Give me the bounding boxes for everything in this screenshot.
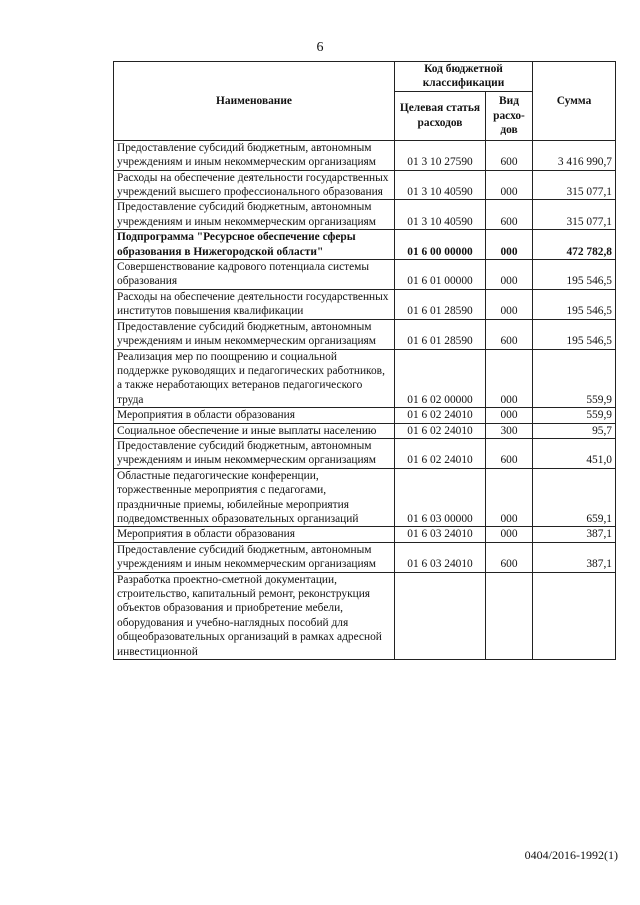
header-amount: Сумма	[533, 62, 616, 141]
cell-amount: 315 077,1	[533, 200, 616, 230]
cell-expense-type: 000	[486, 170, 533, 200]
cell-name: Предоставление субсидий бюджетным, автономным учреждениям и иным некоммерческим организациям	[114, 438, 395, 468]
cell-name: Расходы на обеспечение деятельности государственных институтов повышения квалификации	[114, 289, 395, 319]
table-row	[114, 468, 616, 527]
cell-name: Реализация мер по поощрению и социальной поддержке руководящих и педагогических работников, а также неработающих ветеранов педагогического труда	[114, 349, 395, 408]
cell-target-article: 01 6 02 24010	[395, 408, 486, 423]
table-row	[114, 349, 616, 408]
cell-amount: 659,1	[533, 468, 616, 527]
cell-amount: 387,1	[533, 542, 616, 572]
cell-name: Подпрограмма "Ресурсное обеспечение сферы образования в Нижегородской области"	[114, 230, 395, 260]
table-row	[114, 260, 616, 290]
cell-target-article: 01 3 10 40590	[395, 170, 486, 200]
cell-target-article: 01 6 02 24010	[395, 438, 486, 468]
cell-target-article: 01 6 01 28590	[395, 319, 486, 349]
cell-name: Предоставление субсидий бюджетным, автономным учреждениям и иным некоммерческим организациям	[114, 542, 395, 572]
table-row	[114, 423, 616, 438]
cell-amount: 95,7	[533, 423, 616, 438]
table-row	[114, 230, 616, 260]
cell-expense-type: 600	[486, 542, 533, 572]
document-id: 0404/2016-1992(1)	[524, 848, 618, 862]
cell-expense-type: 000	[486, 230, 533, 260]
table-row	[114, 200, 616, 230]
cell-target-article: 01 6 01 00000	[395, 260, 486, 290]
cell-target-article: 01 6 03 24010	[395, 527, 486, 542]
cell-expense-type: 000	[486, 289, 533, 319]
cell-name: Мероприятия в области образования	[114, 408, 395, 423]
table-row	[114, 542, 616, 572]
cell-amount: 195 546,5	[533, 289, 616, 319]
page-number: 6	[316, 40, 324, 55]
table-body	[114, 140, 616, 659]
cell-amount: 559,9	[533, 349, 616, 408]
budget-table	[113, 61, 616, 660]
table-row	[114, 527, 616, 542]
table-row	[114, 319, 616, 349]
cell-amount: 451,0	[533, 438, 616, 468]
header-classification: Код бюджетной классификации	[395, 62, 533, 92]
cell-expense-type: 000	[486, 260, 533, 290]
cell-amount: 559,9	[533, 408, 616, 423]
cell-target-article: 01 3 10 40590	[395, 200, 486, 230]
table-row	[114, 408, 616, 423]
header-expense-type: Вид расхо-дов	[486, 91, 533, 140]
cell-target-article: 01 6 02 00000	[395, 349, 486, 408]
cell-expense-type: 600	[486, 200, 533, 230]
cell-target-article: 01 6 03 24010	[395, 542, 486, 572]
cell-name: Расходы на обеспечение деятельности государственных учреждений высшего профессионального образования	[114, 170, 395, 200]
cell-target-article: 01 6 01 28590	[395, 289, 486, 319]
cell-amount: 472 782,8	[533, 230, 616, 260]
cell-expense-type: 000	[486, 408, 533, 423]
cell-name: Мероприятия в области образования	[114, 527, 395, 542]
header-target-article: Целевая статья расходов	[395, 91, 486, 140]
table-row	[114, 438, 616, 468]
cell-target-article: 01 6 03 00000	[395, 468, 486, 527]
cell-name: Областные педагогические конференции, торжественные мероприятия с педагогами, праздничные приемы, юбилейные мероприятия подведомственных образовательных организаций	[114, 468, 395, 527]
cell-expense-type: 600	[486, 140, 533, 170]
cell-name: Предоставление субсидий бюджетным, автономным учреждениям и иным некоммерческим организациям	[114, 140, 395, 170]
cell-expense-type: 000	[486, 349, 533, 408]
cell-expense-type: 600	[486, 319, 533, 349]
table-row	[114, 289, 616, 319]
cell-amount: 195 546,5	[533, 319, 616, 349]
cell-amount: 315 077,1	[533, 170, 616, 200]
table-row	[114, 170, 616, 200]
cell-expense-type	[486, 572, 533, 659]
cell-amount: 3 416 990,7	[533, 140, 616, 170]
cell-amount	[533, 572, 616, 659]
cell-expense-type: 000	[486, 468, 533, 527]
cell-amount: 387,1	[533, 527, 616, 542]
cell-name: Предоставление субсидий бюджетным, автономным учреждениям и иным некоммерческим организациям	[114, 319, 395, 349]
cell-name: Совершенствование кадрового потенциала системы образования	[114, 260, 395, 290]
cell-name: Разработка проектно-сметной документации, строительство, капитальный ремонт, реконструкция объектов образования и приобретение мебели, оборудования и учебно-наглядных пособий для общеобразовательных организаций в рамках адресной инвестиционной	[114, 572, 395, 659]
cell-name: Социальное обеспечение и иные выплаты населению	[114, 423, 395, 438]
cell-expense-type: 000	[486, 527, 533, 542]
cell-target-article: 01 6 00 00000	[395, 230, 486, 260]
header-name: Наименование	[114, 62, 395, 141]
cell-target-article	[395, 572, 486, 659]
cell-expense-type: 300	[486, 423, 533, 438]
cell-amount: 195 546,5	[533, 260, 616, 290]
cell-target-article: 01 6 02 24010	[395, 423, 486, 438]
cell-target-article: 01 3 10 27590	[395, 140, 486, 170]
cell-expense-type: 600	[486, 438, 533, 468]
cell-name: Предоставление субсидий бюджетным, автономным учреждениям и иным некоммерческим организациям	[114, 200, 395, 230]
table-row	[114, 140, 616, 170]
table-row	[114, 572, 616, 659]
